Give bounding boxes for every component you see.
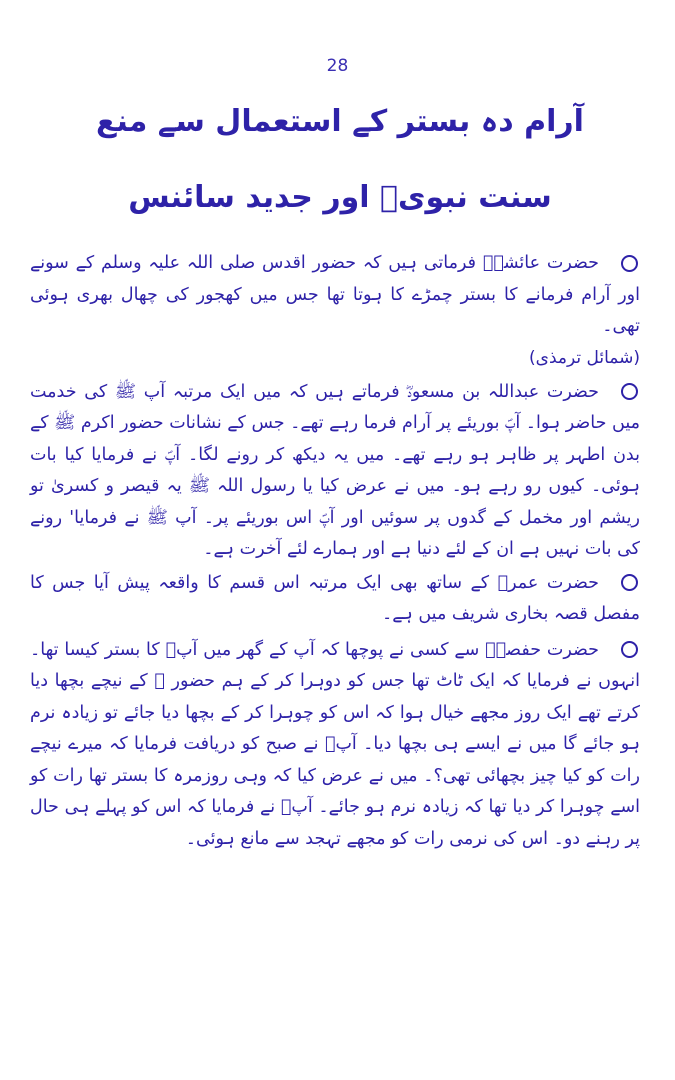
paragraph-hafsa bbox=[30, 635, 640, 856]
page-number: 28 bbox=[326, 56, 349, 76]
source-citation: (شمائل ترمذی) bbox=[529, 347, 640, 368]
paragraph-aisha bbox=[30, 248, 640, 343]
bullet-circle-icon bbox=[621, 641, 638, 658]
page-body bbox=[30, 248, 640, 855]
paragraph-umar bbox=[30, 568, 640, 631]
bullet-circle-icon bbox=[621, 574, 638, 591]
paragraph-text: حضرت عبداللہ بن مسعودؓ فرماتے ہیں کہ میں ایک مرتبہ آپ ﷺ کی خدمت میں حاضر ہوا۔ آپؐ بوریئے پر آرام فرما رہے تھے۔ جس کے نشانات حضور اکرم ﷺ کے بدن اطہر پر ظاہر ہو رہے تھے۔ میں یہ دیکھ کر رونے لگا۔ آپؐ نے فرمایا کیا بات ہوئی۔ کیوں رو رہے ہو۔ میں نے عرض کیا یا رسول اللہ ﷺ یہ قیصر و کسریٰ تو ریشم اور مخمل کے گدوں پر سوئیں اور آپؐ اس بوریئے پر۔ آپ ﷺ نے فرمایا' رونے کی بات نہیں ہے ان کے لئے دنیا ہے اور ہمارے لئے آخرت ہے۔ bbox=[30, 381, 640, 559]
page-title: آرام دہ بستر کے استعمال سے منع bbox=[96, 104, 584, 139]
paragraph-ibn-masud bbox=[30, 377, 640, 566]
page-subtitle: سنت نبویؐ اور جدید سائنس bbox=[128, 180, 552, 215]
bullet-circle-icon bbox=[621, 383, 638, 400]
bullet-circle-icon bbox=[621, 255, 638, 272]
paragraph-text: حضرت عمرؓ کے ساتھ بھی ایک مرتبہ اس قسم کا واقعہ پیش آیا جس کا مفصل قصہ بخاری شریف میں ہے۔ bbox=[30, 572, 640, 624]
paragraph-text: حضرت حفصہؓ سے کسی نے پوچھا کہ آپ کے گھر میں آپؐ کا بستر کیسا تھا۔ انہوں نے فرمایا کہ ایک ٹاٹ تھا جس کو دوہرا کر کے ہم حضور ﷺ کے نیچے بچھا دیا کرتے تھے ایک روز مجھے خیال ہوا کہ اس کو چوہرا کر کے بچھا دیا جائے تو زیادہ نرم ہو جائے گا میں نے ایسے ہی بچھا دیا۔ آپؐ نے صبح کو دریافت فرمایا کہ میرے نیچے رات کو کیا چیز بچھائی تھی؟۔ میں نے عرض کیا کہ وہی روزمرہ کا بستر تھا رات کو اسے چوہرا کر دیا تھا کہ زیادہ نرم ہو جائے۔ آپؐ نے فرمایا کہ اس کو پہلے ہی حال پر رہنے دو۔ اس کی نرمی رات کو مجھے تہجد سے مانع ہوئی۔ bbox=[30, 639, 640, 849]
paragraph-text: حضرت عائشہؓ فرماتی ہیں کہ حضور اقدس صلی اللہ علیہ وسلم کے سونے اور آرام فرمانے کا بستر چمڑے کا ہوتا تھا جس میں کھجور کی چھال بھری ہوئی تھی۔ bbox=[30, 253, 640, 336]
